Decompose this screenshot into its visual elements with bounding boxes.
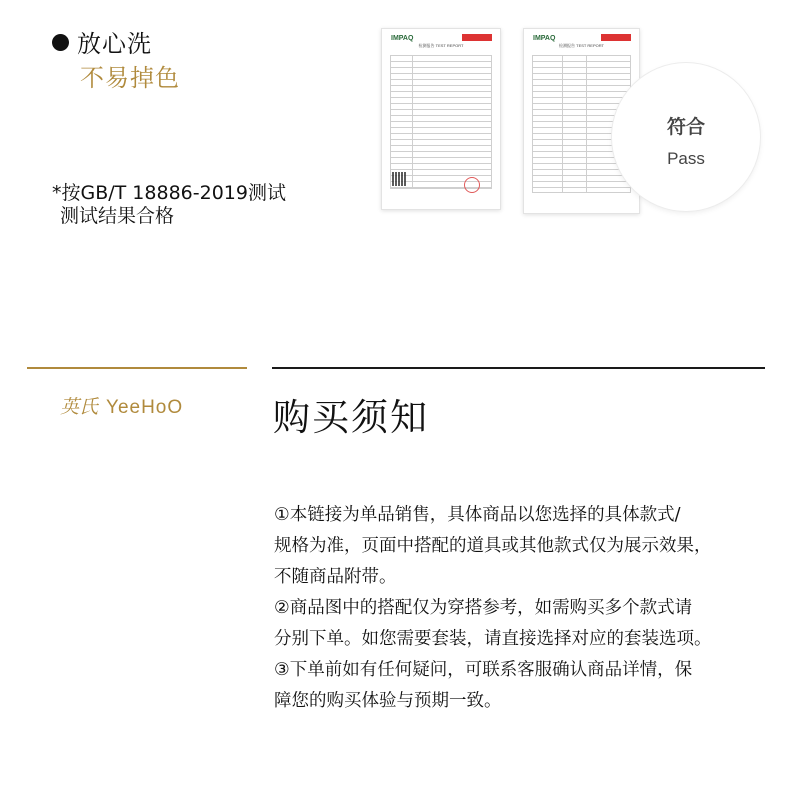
report-table-divider	[562, 55, 563, 193]
qr-code-icon	[392, 172, 406, 186]
wash-title	[52, 24, 152, 59]
notice-line: ①本链接为单品销售，具体商品以您选择的具体款式/	[274, 505, 681, 525]
test-standard-note: *按GB/T 18886-2019测试	[52, 182, 286, 204]
notice-line: 不随商品附带。	[274, 567, 397, 587]
report-logo: IMPAQ	[533, 35, 556, 42]
notice-line: 障您的购买体验与预期一致。	[274, 691, 502, 711]
notice-heading: 购买须知	[273, 396, 429, 439]
test-result-note: 测试结果合格	[60, 205, 175, 227]
report-table	[390, 55, 492, 189]
report-table-divider	[586, 55, 587, 193]
report-logo: IMPAQ	[391, 35, 414, 42]
brand-logo	[60, 392, 183, 419]
certification-mark-icon	[462, 34, 492, 41]
brand-name-cn: 英氏	[60, 396, 99, 418]
pass-result-en: Pass	[667, 149, 705, 168]
wash-title-text: 放心洗	[77, 30, 152, 58]
stamp-icon	[464, 177, 480, 193]
bullet-dot-icon	[52, 34, 69, 51]
brand-divider	[27, 367, 247, 369]
section-divider	[272, 367, 765, 369]
report-header: 检测报告 TEST REPORT	[418, 43, 464, 48]
notice-list	[274, 500, 774, 717]
notice-line: ②商品图中的搭配仅为穿搭参考，如需购买多个款式请	[274, 598, 693, 618]
test-report-document-1	[381, 28, 501, 210]
notice-line: 分别下单。如您需要套装，请直接选择对应的套装选项。	[274, 629, 712, 649]
notice-line: 规格为准，页面中搭配的道具或其他款式仅为展示效果，	[274, 536, 712, 556]
brand-name-en: YeeHoO	[106, 397, 184, 418]
pass-result-cn: 符合	[666, 116, 705, 138]
wash-subtitle: 不易掉色	[80, 64, 180, 92]
report-header: 检测报告 TEST REPORT	[559, 43, 604, 48]
notice-line: ③下单前如有任何疑问，可联系客服确认商品详情，保	[274, 660, 693, 680]
report-table-divider	[412, 55, 413, 189]
certification-mark-icon	[601, 34, 631, 41]
